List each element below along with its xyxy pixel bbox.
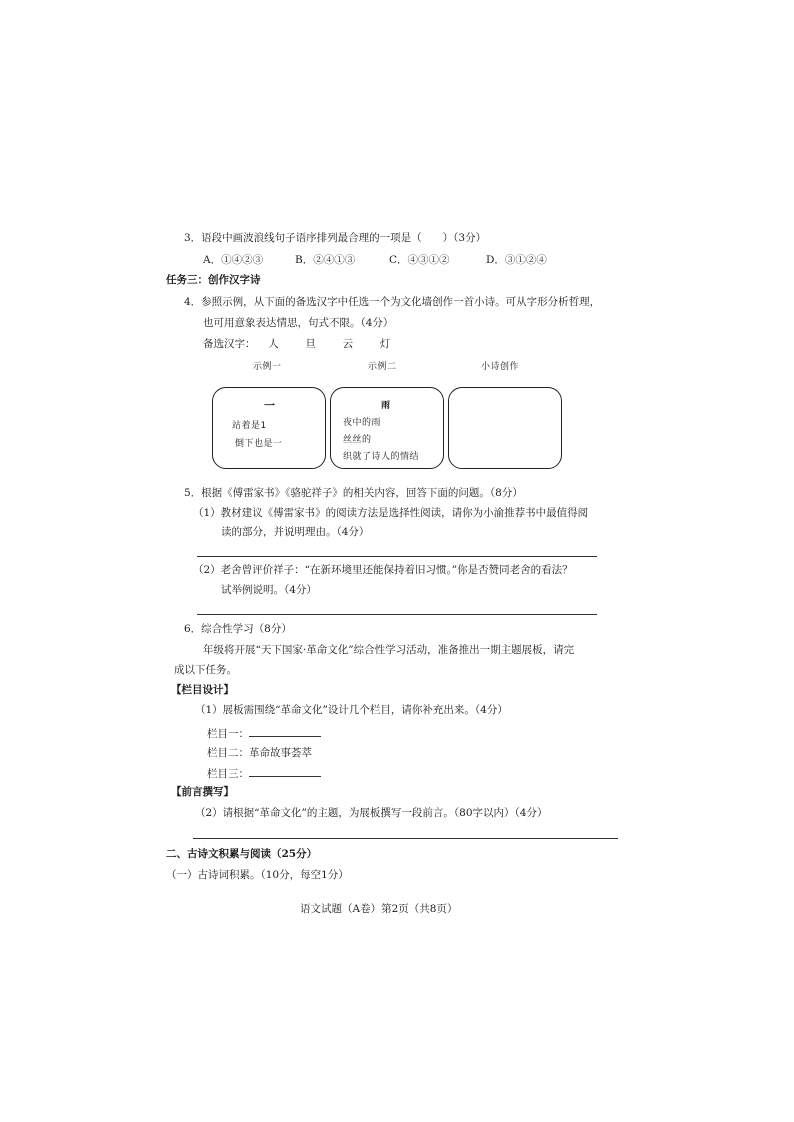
example2-char: 雨 (381, 401, 391, 411)
section-column-design: 【栏目设计】 (171, 684, 234, 696)
candidate-char: 人 (268, 338, 279, 350)
example2-line3: 织就了诗人的情结 (343, 452, 420, 462)
q5-sub2-answer-line[interactable] (197, 614, 597, 615)
q4-stem-line1: 4．参照示例，从下面的备选汉字中任选一个为文化墙创作一首小诗。可从字形分析哲理， (184, 296, 601, 308)
q6-intro-line1: 年级将开展“天下国家·革命文化”综合性学习活动，准备推出一期主题展板，请完 (203, 644, 575, 656)
column-two: 栏目二：革命故事荟萃 (207, 747, 312, 759)
candidate-char: 旦 (305, 338, 316, 350)
example1-line1: 站着是1 (232, 421, 267, 431)
part2-subtitle: （一）古诗词积累。（10分，每空1分） (166, 869, 349, 881)
q3-option-d: D．③①②④ (486, 254, 547, 266)
column-three-label: 栏目三： (207, 768, 249, 780)
column-one (207, 726, 321, 741)
col-label-example1: 示例一 (253, 362, 282, 372)
column-one-label: 栏目一： (207, 728, 249, 740)
col-label-creation: 小诗创作 (481, 362, 520, 372)
example1-char: 一 (264, 399, 276, 412)
example2-line2: 丝丝的 (343, 435, 372, 445)
col-label-example2: 示例二 (368, 362, 397, 372)
q5-sub1-line1: （1）教材建议《傅雷家书》的阅读方法是选择性阅读，请你为小渝推荐书中最值得阅 (193, 507, 589, 519)
page-footer: 语文试题（A卷）第2页（共8页） (300, 903, 458, 915)
q3-stem: 3．语段中画波浪线句子语序排列最合理的一项是（ ）（3分） (184, 232, 487, 244)
q6-sub2: （2）请根据“革命文化”的主题，为展板撰写一段前言。（80字以内）（4分） (195, 807, 548, 819)
q6-intro-line2: 成以下任务。 (174, 664, 237, 676)
q5-sub1-line2: 读的部分，并说明理由。（4分） (221, 526, 370, 538)
q3-option-a: A．①④②③ (203, 254, 264, 266)
q5-sub2-line1: （2）老舍曾评价祥子：“在新环境里还能保持着旧习惯。”你是否赞同老舍的看法？ (193, 564, 573, 576)
q4-candidates-label: 备选汉字： (203, 338, 256, 350)
column-three (207, 766, 321, 781)
q5-sub1-answer-line[interactable] (197, 556, 597, 557)
section-preface: 【前言撰写】 (171, 786, 234, 798)
q5-sub2-line2: 试举例说明。（4分） (221, 584, 317, 596)
q3-option-c: C．④③①② (389, 254, 450, 266)
example1-line2: 倒下也是一 (235, 439, 283, 449)
example2-line1: 夜中的雨 (343, 418, 382, 428)
q3-option-b: B．②④①③ (295, 254, 356, 266)
q6-sub1: （1）展板需围绕“革命文化”设计几个栏目，请你补充出来。（4分） (195, 704, 508, 716)
part2-title: 二、古诗文积累与阅读（25分） (166, 848, 318, 860)
task3-title: 任务三：创作汉字诗 (166, 274, 261, 286)
q4-candidates (203, 337, 390, 351)
q4-stem-line2: 也可用意象表达情思，句式不限。（4分） (203, 317, 394, 329)
column-three-blank[interactable] (249, 766, 321, 777)
column-one-blank[interactable] (249, 726, 321, 737)
q5-stem: 5．根据《傅雷家书》《骆驼祥子》的相关内容，回答下面的问题。（8分） (184, 487, 523, 499)
q6-sub2-answer-line[interactable] (193, 838, 618, 839)
candidate-char: 灯 (379, 338, 391, 350)
candidate-char: 云 (342, 338, 354, 350)
q6-stem: 6．综合性学习（8分） (184, 623, 292, 635)
poem-creation-box[interactable] (448, 387, 562, 469)
